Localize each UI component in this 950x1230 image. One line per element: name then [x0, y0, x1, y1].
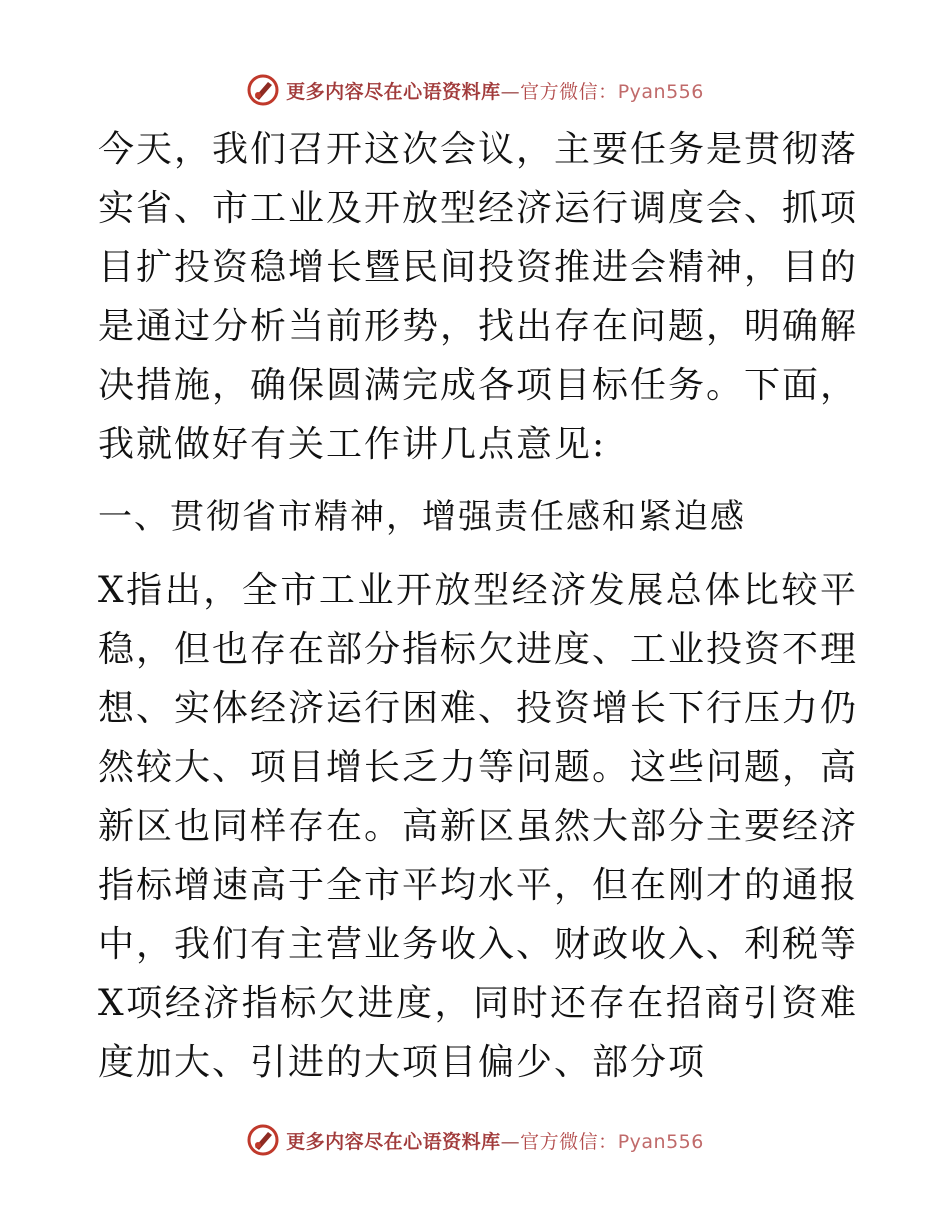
logo-icon: [246, 73, 280, 107]
footer-watermark-banner: [0, 1120, 950, 1160]
logo-icon: [246, 1123, 280, 1157]
paragraph-intro: 今天，我们召开这次会议，主要任务是贯彻落实省、市工业及开放型经济运行调度会、抓项目扩投资稳增长暨民间投资推进会精神，目的是通过分析当前形势，找出存在问题，明确解决措施，确保圆满完成各项目标任务。下面，我就做好有关工作讲几点意见:: [98, 129, 859, 465]
section-heading-1: 一、贯彻省市精神，增强责任感和紧迫感: [98, 497, 746, 537]
header-brand: 更多内容尽在心语资料库: [286, 80, 501, 103]
paragraph-section-1: X指出，全市工业开放型经济发展总体比较平稳，但也存在部分指标欠进度、工业投资不理想、实体经济运行困难、投资增长下行压力仍然较大、项目增长乏力等问题。这些问题，高新区也同样存在。高新区虽然大部分主要经济指标增速高于全市平均水平，但在刚才的通报中，我们有主营业务收入、财政收入、利税等X项经济指标欠进度，同时还存在招商引资难度加大、引进的大项目偏少、部分项: [98, 570, 859, 1083]
footer-wechat-label: 官方微信：: [520, 1130, 618, 1153]
header-wechat-label: 官方微信：: [520, 80, 618, 103]
header-banner-text: [286, 77, 704, 104]
header-separator: —: [500, 80, 521, 103]
header-wechat-id: Pyan556: [617, 80, 704, 103]
footer-separator: —: [500, 1130, 521, 1153]
document-body: [98, 120, 858, 1092]
header-watermark-banner: [0, 70, 950, 110]
footer-brand: 更多内容尽在心语资料库: [286, 1130, 501, 1153]
footer-banner-text: [286, 1127, 704, 1154]
footer-wechat-id: Pyan556: [617, 1130, 704, 1153]
